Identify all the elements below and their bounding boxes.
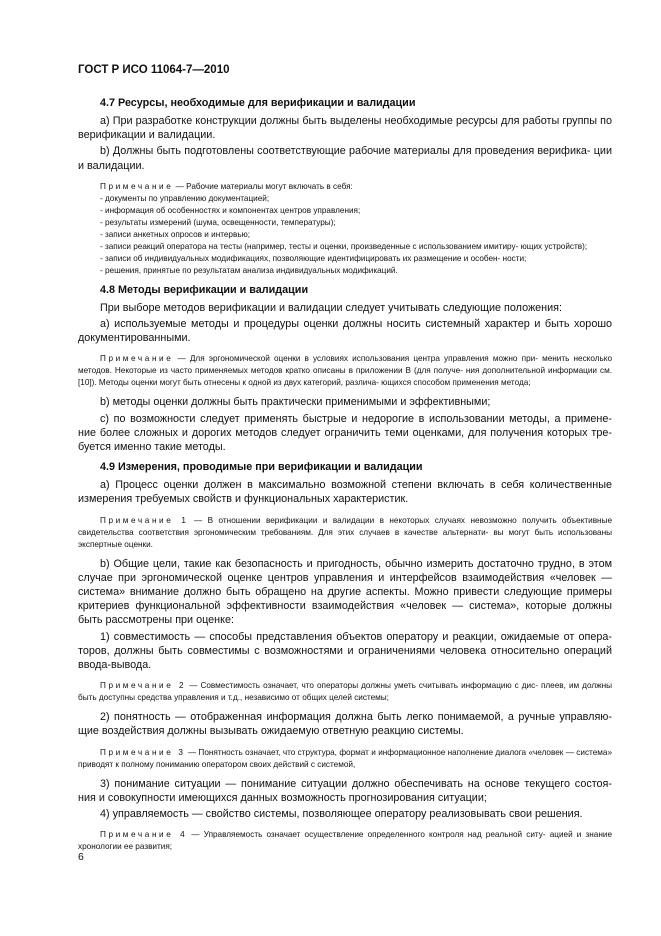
section-4-9-item-1: 1) совместимость — способы представления объектов оператору и реакции, ожидаемые от опера- торов, должны быть совместимы с возможностями и ограничениями человека относительно операций ввода-вывода. bbox=[78, 630, 612, 672]
note-list-item: - информация об особенностях и компонентах центров управления; bbox=[100, 205, 361, 215]
note-intro: Примечание — Рабочие материалы могут включать в себя: bbox=[100, 181, 353, 191]
section-4-8-intro: При выборе методов верификации и валидации следует учитывать следующие положения: bbox=[100, 301, 563, 314]
section-4-8-note bbox=[78, 353, 612, 389]
note-label: Примечание 1 bbox=[100, 515, 189, 525]
section-4-8-item-b: b) методы оценки должны быть практически применимыми и эффективными; bbox=[100, 396, 491, 409]
section-4-9-item-2: 2) понятность — отображенная информация должна быть легко понимаемой, а ручные управляю- щие воздействия должны вызывать ожидаемую ответную реакцию системы. bbox=[78, 711, 612, 738]
section-4-9-heading: 4.9 Измерения, проводимые при верификации и валидации bbox=[100, 461, 423, 474]
note-text: Примечание — Для эргономической оценки в условиях использования центра управления можно при- менить несколько методов. Некоторые из часто применяемых методов кратко описаны в приложении В (для получе- ния дополнительной информации см. [10]). Методы оценки могут быть отнесены к одной из двух категорий, различа- ющихся способом применения метода; bbox=[78, 354, 612, 388]
section-4-9-note-4 bbox=[78, 829, 612, 853]
note-text: Примечание 1 — В отношении верификации и валидации в некоторых случаях невозможно получить объективные свидетельства соответствия эргономическим требованиям. Для этих случаев в качестве альтернати- вы могут быть использованы экспертные оценки. bbox=[78, 515, 613, 549]
section-4-9-item-b: b) Общие цели, такие как безопасность и пригодность, обычно измерить достаточно трудно, в этом случае при эргономической оценке центров управления и интерфейсов взаимодействия «человек — система» внимание должно быть обращено на другие аспекты. Можно привести следующие примеры критериев функциональной эффективности взаимодействия «человек — система», которые должны быть рассмотрены при оценке: bbox=[78, 557, 612, 627]
section-4-9-note-3 bbox=[78, 747, 612, 771]
note-text: Примечание 2 — Совместимость означает, что операторы должны уметь считывать информацию с дис- плеев, им должны быть доступны средства управления и т.д., независимо от общих целей системы; bbox=[78, 681, 612, 703]
section-4-9-note-2 bbox=[78, 680, 612, 704]
note-label: Примечание 3 bbox=[100, 747, 186, 757]
section-4-9-item-3: 3) понимание ситуации — понимание ситуации должно обеспечивать на основе текущего состоя- ния и совокупности имеющихся данных возможность прогнозирования ситуации; bbox=[78, 777, 612, 804]
section-4-8-item-a: a) используемые методы и процедуры оценки должны носить системный характер и быть хорошо документированными. bbox=[78, 318, 612, 345]
section-4-8-heading: 4.8 Методы верификации и валидации bbox=[100, 283, 309, 296]
document-header: ГОСТ Р ИСО 11064-7—2010 bbox=[78, 64, 230, 76]
page-number: 6 bbox=[78, 851, 84, 863]
section-4-7-heading: 4.7 Ресурсы, необходимые для верификации и валидации bbox=[100, 97, 416, 109]
section-4-9-note-1 bbox=[78, 515, 612, 551]
note-list-item: - решения, принятые по результатам анализа индивидуальных модификаций. bbox=[100, 265, 398, 275]
note-text: Примечание 4 — Управляемость означает осуществление определенного контроля над реальной ситу- ацией и знание хронологии ее развития; bbox=[78, 830, 612, 852]
note-list-item: - записи реакций оператора на тесты (например, тесты и оценки, произведенные с использованием имитиру- ющих устройств); bbox=[100, 241, 588, 251]
note-text: Примечание 3 — Понятность означает, что структура, формат и информационное наполнение диалога «человек — система» приводят к полному пониманию оператором своих действий с системой, bbox=[78, 747, 613, 769]
section-4-9-item-a: a) Процесс оценки должен в максимально возможной степени включать в себя количественные измерения требуемых свойств и функциональных характеристик. bbox=[78, 479, 612, 506]
section-4-7-item-a: a) При разработке конструкции должны быть выделены необходимые ресурсы для работы группы по верификации и валидации. bbox=[78, 115, 612, 142]
note-label: Примечание bbox=[100, 181, 174, 191]
note-label: Примечание 2 bbox=[100, 681, 187, 691]
note-label: Примечание 4 bbox=[100, 830, 188, 840]
section-4-8-item-c: c) по возможности следует применять быстрые и недорогие в использовании методы, а примене- ние более сложных и дорогих методов следует ограничить теми оценками, для получения которых тре- буется именно такие методы. bbox=[78, 412, 612, 454]
note-label: Примечание bbox=[100, 354, 174, 364]
note-list-item: - документы по управлению документацией; bbox=[100, 193, 270, 203]
note-list-item: - результаты измерений (шума, освещенности, температуры); bbox=[100, 217, 336, 227]
note-list-item: - записи анкетных опросов и интервью; bbox=[100, 229, 251, 239]
section-4-7-item-b: b) Должны быть подготовлены соответствующие рабочие материалы для проведения верифика- ции и валидации. bbox=[78, 145, 612, 172]
document-body bbox=[78, 96, 612, 859]
note-list-item: - записи об индивидуальных модификациях, позволяющие идентифицировать их размещение и особен- ности; bbox=[100, 253, 527, 263]
section-4-7-note bbox=[78, 181, 612, 277]
section-4-9-item-4: 4) управляемость — свойство системы, позволяющее оператору реализовывать свои решения. bbox=[100, 808, 583, 821]
